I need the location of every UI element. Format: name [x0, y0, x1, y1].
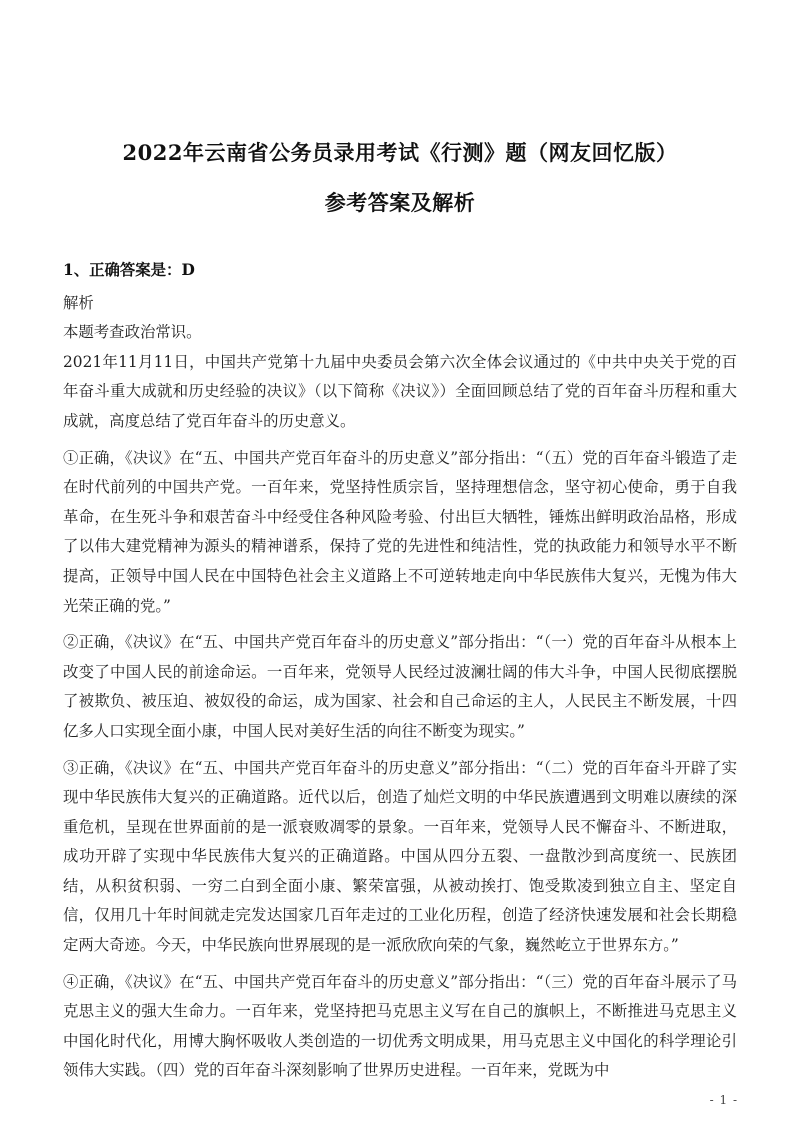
document-title: 2022年云南省公务员录用考试《行测》题（网友回忆版）: [122, 140, 678, 165]
paragraph-point-2: ②正确，《决议》在“五、中国共产党百年奋斗的历史意义”部分指出：“（一）党的百年奋斗从根本上改变了中国人民的前途命运。一百年来，党领导人民经过波澜壮阔的伟大斗争，中国人民彻底摆脱了被欺负、被压迫、被奴役的命运，成为国家、社会和自己命运的主人，人民民主不断发展，十四亿多人口实现全面小康，中国人民对美好生活的向往不断变为现实。”: [63, 633, 737, 740]
question-heading: 1、正确答案是：D: [63, 261, 195, 279]
paragraph-point-1: ①正确，《决议》在“五、中国共产党百年奋斗的历史意义”部分指出：“（五）党的百年奋斗锻造了走在时代前列的中国共产党。一百年来，党坚持性质宗旨，坚持理想信念，坚守初心使命，勇于自我革命，在生死斗争和艰苦奋斗中经受住各种风险考验、付出巨大牺牲，锤炼出鲜明政治品格，形成了以伟大建党精神为源头的精神谱系，保持了党的先进性和纯洁性，党的执政能力和领导水平不断提高，正领导中国人民在中国特色社会主义道路上不可逆转地走向中华民族伟大复兴，无愧为伟大光荣正确的党。”: [63, 448, 737, 615]
analysis-label: 解析: [63, 293, 94, 312]
page-number: - 1 -: [709, 1093, 738, 1107]
paragraph-intro: 2021年11月11日，中国共产党第十九届中央委员会第六次全体会议通过的《中共中央关于党的百年奋斗重大成就和历史经验的决议》（以下简称《决议》）全面回顾总结了党的百年奋斗历程和重大成就，高度总结了党百年奋斗的历史意义。: [63, 352, 737, 430]
paragraph-point-4: ④正确，《决议》在“五、中国共产党百年奋斗的历史意义”部分指出：“（三）党的百年奋斗展示了马克思主义的强大生命力。一百年来，党坚持把马克思主义写在自己的旗帜上，不断推进马克思主义中国化时代化，用博大胸怀吸收人类创造的一切优秀文明成果，用马克思主义中国化的科学理论引领伟大实践。（四）党的百年奋斗深刻影响了世界历史进程。一百年来，党既为中: [63, 972, 737, 1080]
document-subtitle: 参考答案及解析: [324, 190, 476, 215]
answer-content: [63, 256, 737, 1093]
topic-line: 本题考查政治常识。: [63, 323, 202, 342]
paragraph-point-3: ③正确，《决议》在“五、中国共产党百年奋斗的历史意义”部分指出：“（二）党的百年奋斗开辟了实现中华民族伟大复兴的正确道路。近代以后，创造了灿烂文明的中华民族遭遇到文明难以赓续的深重危机，呈现在世界面前的是一派衰败凋零的景象。一百年来，党领导人民不懈奋斗、不断进取，成功开辟了实现中华民族伟大复兴的正确道路。中国从四分五裂、一盘散沙到高度统一、民族团结，从积贫积弱、一穷二白到全面小康、繁荣富强，从被动挨打、饱受欺凌到独立自主、坚定自信，仅用几十年时间就走完发达国家几百年走过的工业化历程，创造了经济快速发展和社会长期稳定两大奇迹。今天，中华民族向世界展现的是一派欣欣向荣的气象，巍然屹立于世界东方。”: [63, 758, 737, 955]
